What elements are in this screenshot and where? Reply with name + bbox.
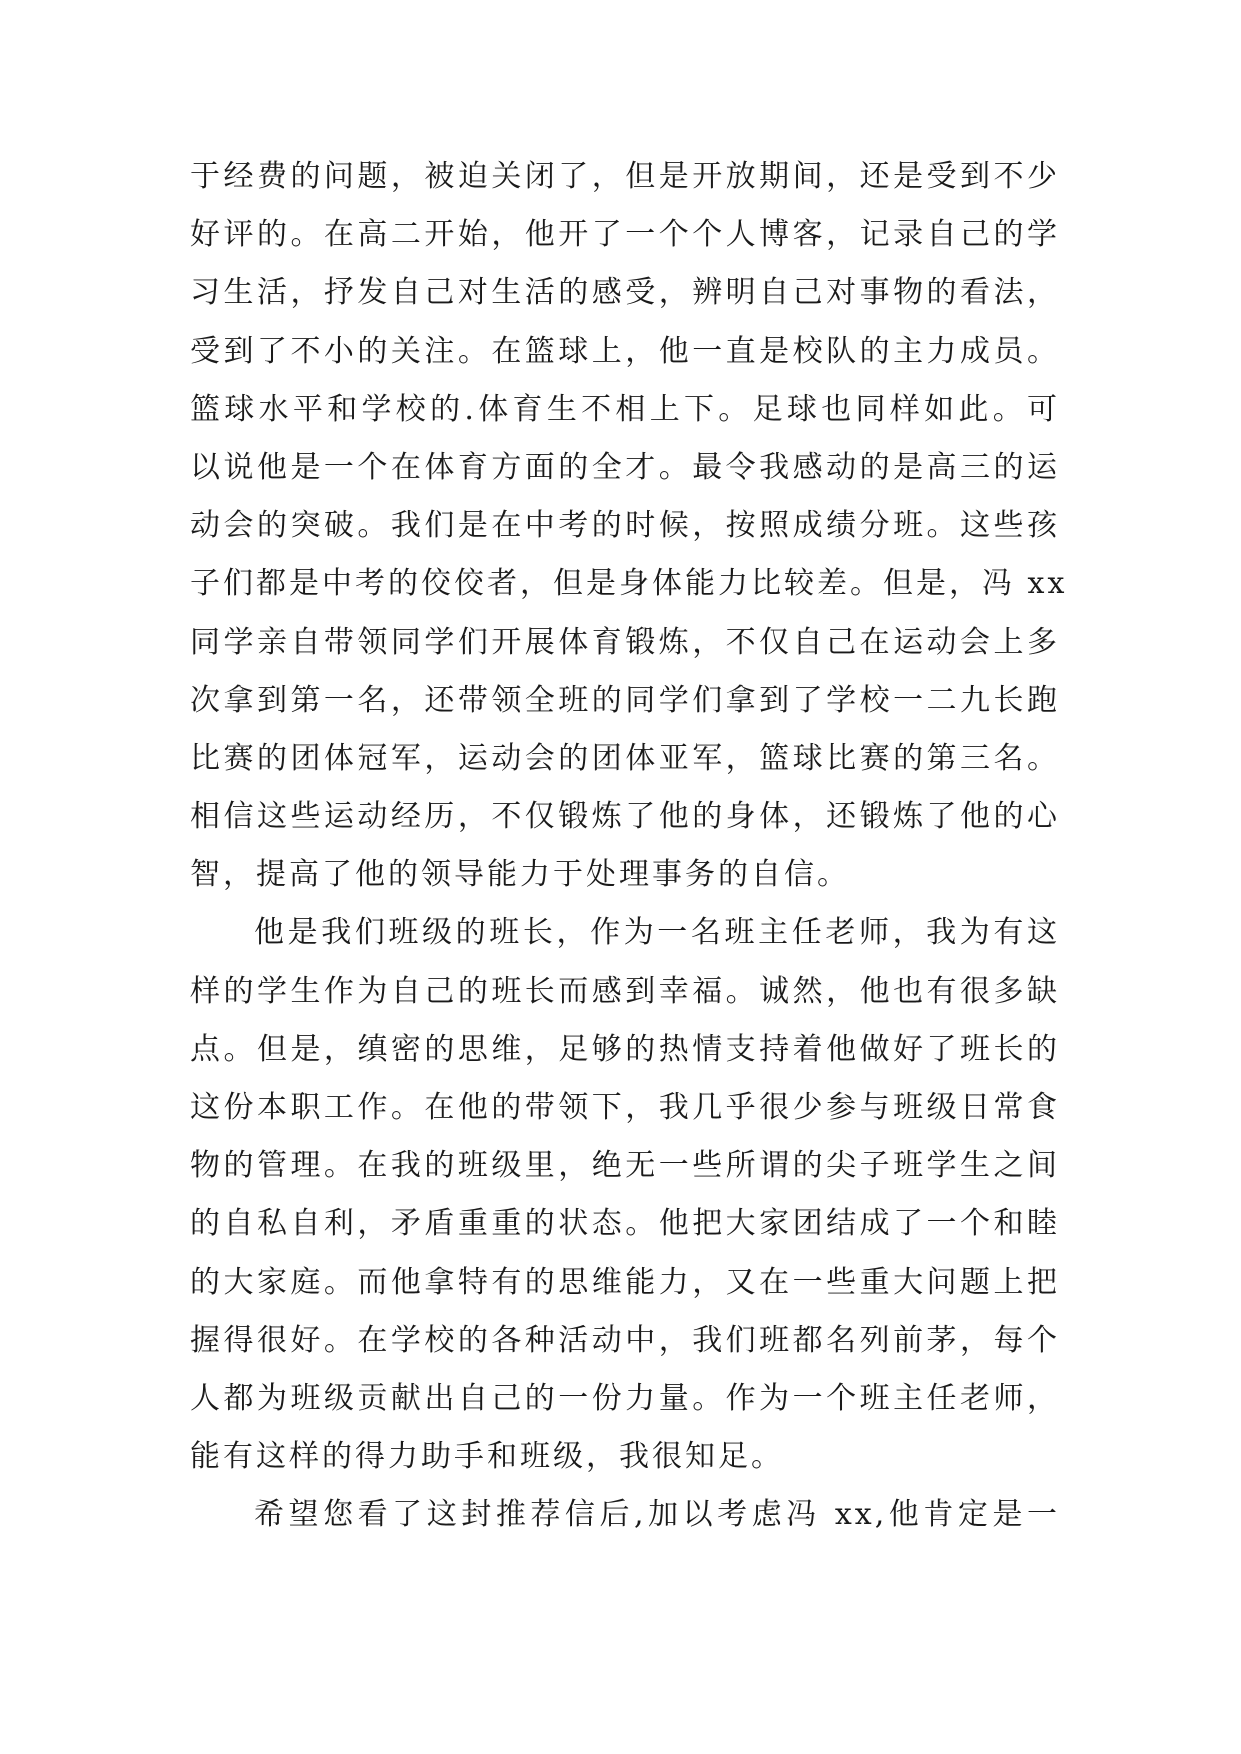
text-line: 相信这些运动经历，不仅锻炼了他的身体，还锻炼了他的心 — [190, 799, 1060, 835]
text-line: 人都为班级贡献出自己的一份力量。作为一个班主任老师， — [190, 1380, 1060, 1416]
text-line: 同学亲自带领同学们开展体育锻炼，不仅自己在运动会上多 — [190, 624, 1060, 660]
text-line: 物的管理。在我的班级里，绝无一些所谓的尖子班学生之间 — [190, 1148, 1060, 1184]
text-line: 样的学生作为自己的班长而感到幸福。诚然，他也有很多缺 — [190, 973, 1060, 1009]
text-line: 握得很好。在学校的各种活动中，我们班都名列前茅，每个 — [190, 1322, 1060, 1358]
text-line: 受到了不小的关注。在篮球上，他一直是校队的主力成员。 — [190, 333, 1060, 369]
text-line: 以说他是一个在体育方面的全才。最令我感动的是高三的运 — [190, 449, 1060, 485]
text-line: 的自私自利，矛盾重重的状态。他把大家团结成了一个和睦 — [190, 1206, 1060, 1242]
text-line: 能有这样的得力助手和班级，我很知足。 — [190, 1439, 784, 1475]
text-line: 好评的。在高二开始，他开了一个个人博客，记录自己的学 — [190, 217, 1060, 253]
text-line: 希望您看了这封推荐信后,加以考虑冯 xx,他肯定是一 — [254, 1497, 1060, 1533]
text-line: 动会的突破。我们是在中考的时候，按照成绩分班。这些孩 — [190, 508, 1060, 544]
text-line: 的大家庭。而他拿特有的思维能力，又在一些重大问题上把 — [190, 1264, 1060, 1300]
text-line: 习生活，抒发自己对生活的感受，辨明自己对事物的看法， — [190, 275, 1060, 311]
text-line: 这份本职工作。在他的带领下，我几乎很少参与班级日常食 — [190, 1090, 1060, 1125]
text-line: 他是我们班级的班长，作为一名班主任老师，我为有这 — [254, 915, 1060, 951]
text-line: 子们都是中考的佼佼者，但是身体能力比较差。但是，冯 xx — [190, 566, 1068, 602]
letter-body — [190, 148, 1068, 1545]
text-line: 于经费的问题，被迫关闭了，但是开放期间，还是受到不少 — [190, 159, 1060, 194]
text-line: 比赛的团体冠军，运动会的团体亚军，篮球比赛的第三名。 — [190, 740, 1060, 776]
text-line: 次拿到第一名，还带领全班的同学们拿到了学校一二九长跑 — [190, 682, 1060, 718]
text-line: 篮球水平和学校的.体育生不相上下。足球也同样如此。可 — [190, 391, 1060, 427]
text-line: 智，提高了他的领导能力于处理事务的自信。 — [190, 857, 850, 893]
text-line: 点。但是，缜密的思维，足够的热情支持着他做好了班长的 — [190, 1031, 1060, 1067]
